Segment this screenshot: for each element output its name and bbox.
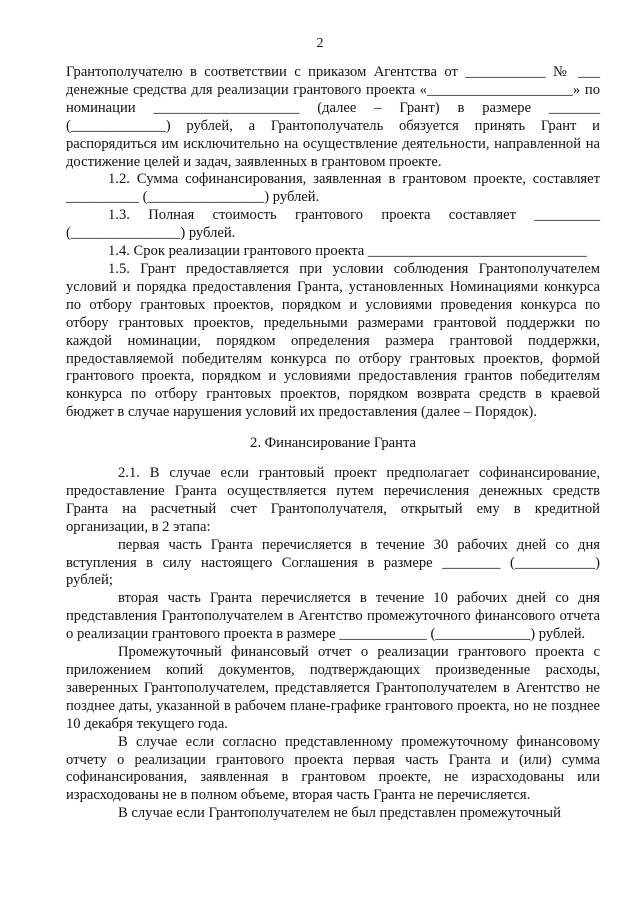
paragraph-first-part: первая часть Гранта перечисляется в течение 30 рабочих дней со дня вступления в силу настоящего Соглашения в размере ________ (___________) рублей; bbox=[66, 536, 600, 589]
paragraph-grant-transfer: Грантополучателю в соответствии с приказом Агентства от ___________ № ___ денежные средства для реализации грантового проекта «____________________» по номинации ____________________ (далее – Грант) в размере _______ (_____________) рублей, а Грантополучатель обязуется принять Грант и распорядиться им исключительно на осуществление деятельности, направленной на достижение целей и задач, заявленных в грантовом проекте. bbox=[66, 64, 600, 170]
paragraph-1-3: 1.3. Полная стоимость грантового проекта составляет _________ (_______________) рублей. bbox=[66, 207, 600, 242]
paragraph-interim-report: Промежуточный финансовый отчет о реализации грантового проекта с приложением копий документов, подтверждающих произведенные расходы, заверенных Грантополучателем, представляется Грантополучателем в Агентство не позднее даты, указанной в рабочем плане-графике грантового проекта, но не позднее 10 декабря текущего года. bbox=[66, 644, 600, 732]
document-body bbox=[66, 64, 600, 823]
paragraph-not-submitted: В случае если Грантополучателем не был представлен промежуточный bbox=[118, 805, 561, 822]
page-number: 2 bbox=[316, 36, 324, 51]
paragraph-2-1: 2.1. В случае если грантовый проект предполагает софинансирование, предоставление Гранта осуществляется путем перечисления денежных средств Гранта на расчетный счет Грантополучателя, открытый ему в кредитной организации, в 2 этапа: bbox=[66, 465, 600, 535]
section-heading-2: 2. Финансирование Гранта bbox=[250, 435, 416, 452]
paragraph-1-4: 1.4. Срок реализации грантового проекта ______________________________ bbox=[108, 243, 587, 260]
paragraph-1-2: 1.2. Сумма софинансирования, заявленная в грантовом проекте, составляет __________ (________________) рублей. bbox=[66, 171, 600, 206]
paragraph-1-5: 1.5. Грант предоставляется при условии соблюдения Грантополучателем условий и порядка предоставления Гранта, установленных Номинациями конкурса по отбору грантовых проектов, порядком и условиями проведения конкурса по отбору грантовых проектов, предельными размерами грантовой поддержки по каждой номинации, порядком определения размера грантовой поддержки, предоставляемой победителям конкурса по отбору грантовых проектов, формой грантового проекта, порядком и условиями предоставления грантов победителям конкурса по отбору грантовых проектов, порядком возврата средств в краевой бюджет в случае нарушения условий их предоставления (далее – Порядок). bbox=[66, 260, 600, 421]
paragraph-second-part: вторая часть Гранта перечисляется в течение 10 рабочих дней со дня представления Грантополучателем в Агентство промежуточного финансового отчета о реализации грантового проекта в размере ____________ (_____________) рублей. bbox=[66, 590, 600, 643]
paragraph-not-spent: В случае если согласно представленному промежуточному финансовому отчету о реализации грантового проекта первая часть Гранта и (или) сумма софинансирования, заявленная в грантовом проекте, не израсходованы или израсходованы не в полном объеме, вторая часть Гранта не перечисляется. bbox=[66, 733, 600, 804]
